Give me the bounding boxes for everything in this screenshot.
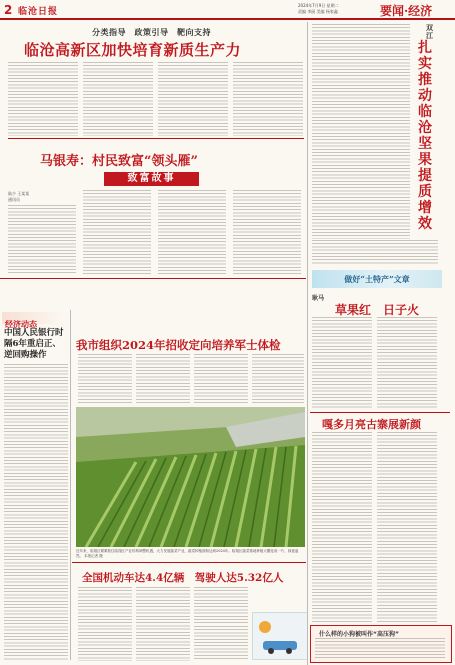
profile-body-col-4 [233, 190, 301, 275]
lead-body-col-3 [158, 62, 228, 136]
lead-body-col-2 [83, 62, 153, 136]
vehicles-body-col-2 [136, 587, 190, 661]
feature2-body-col-1 [312, 432, 372, 622]
farm-photo-image [76, 407, 305, 547]
mid-banner-place: 耿马 [312, 295, 325, 302]
farm-photo [76, 407, 305, 547]
profile-byline-2: 通讯员 [8, 197, 20, 202]
section-title: 要闻·经济 [380, 4, 433, 18]
recruit-body-col-3 [194, 354, 248, 404]
mid-banner-text: 做好“土特产”文章 [344, 274, 410, 284]
feature2-headline: 嘎多月亮古寨展新颜 [322, 418, 421, 431]
feature1-headline: 草果红 日子火 [335, 303, 420, 317]
lead-kicker: 分类指导 政策引导 靶向支持 [92, 27, 211, 37]
rule [72, 562, 306, 563]
commentary-body-bottom [312, 240, 438, 265]
bottom-box [310, 625, 452, 663]
rule [8, 138, 304, 139]
column-divider [70, 310, 71, 660]
feature1-body-col-1 [312, 317, 372, 409]
pboc-headline: 中国人民银行时隔6年重启正、逆回购操作 [4, 328, 64, 360]
profile-body-col-3 [158, 190, 226, 275]
vehicles-headline: 全国机动车达4.4亿辆 驾驶人达5.32亿人 [82, 572, 284, 584]
vehicles-body-col-4 [194, 626, 248, 660]
feature1-body-col-2 [377, 317, 437, 409]
profile-banner-text: 致富故事 [127, 173, 176, 184]
masthead [0, 0, 455, 20]
date-line: 2024年7月9日 星期二 [298, 3, 339, 8]
masthead-rule [0, 18, 455, 20]
rule [0, 278, 306, 279]
profile-body-col-2 [83, 190, 151, 275]
pboc-column-tag-text: 经济动态 [5, 319, 37, 329]
recruit-body-col-4 [252, 354, 304, 404]
bottom-box-body [315, 638, 445, 660]
profile-byline: 陆少 王某某 [8, 191, 30, 196]
editor-line: 责编 李丽 美编 杨家鑫 [298, 9, 338, 14]
vehicles-body-col-1 [78, 587, 132, 661]
photo-caption: 近年来，临翔区紧紧抓住临翔区产业结构调整机遇，大力发展蔬菜产业，蔬菜种植面积达到2024年。临翔区蔬菜基地种植大棚连成一片，绿意盎然。 本报记者 摄 [76, 549, 299, 558]
recruit-body-col-2 [136, 354, 190, 404]
lead-body-col-4 [233, 62, 303, 136]
feature2-body-col-2 [377, 432, 437, 622]
rule [310, 412, 450, 413]
lead-headline: 临沧高新区加快培育新质生产力 [24, 41, 242, 59]
profile-body-col-1 [8, 205, 76, 275]
page-number: 2 [4, 3, 13, 17]
mid-banner [312, 270, 442, 288]
car-icon [253, 613, 307, 659]
recruit-headline: 我市组织2024年招收定向培养军士体检 [76, 338, 281, 352]
vehicles-body-col-3 [194, 587, 248, 623]
column-divider [307, 22, 308, 277]
pboc-column-tag [2, 312, 64, 329]
pboc-body [4, 364, 68, 660]
profile-headline: 马银寿：村民致富“领头雁” [40, 154, 198, 169]
paper-logo: 临沧日报 [18, 7, 59, 17]
commentary-headline: 扎实推动临沧坚果提质增效 [418, 40, 432, 232]
bottom-box-headline: 什么样的小狗被叫作“高压狗” [319, 631, 399, 638]
commentary-body-top [312, 24, 410, 239]
commentary-tag: 双江 [426, 23, 433, 40]
column-divider [307, 270, 308, 665]
profile-banner [104, 172, 199, 186]
vehicles-illustration [252, 612, 308, 660]
recruit-body-col-1 [78, 354, 132, 404]
lead-body-col-1 [8, 62, 78, 136]
